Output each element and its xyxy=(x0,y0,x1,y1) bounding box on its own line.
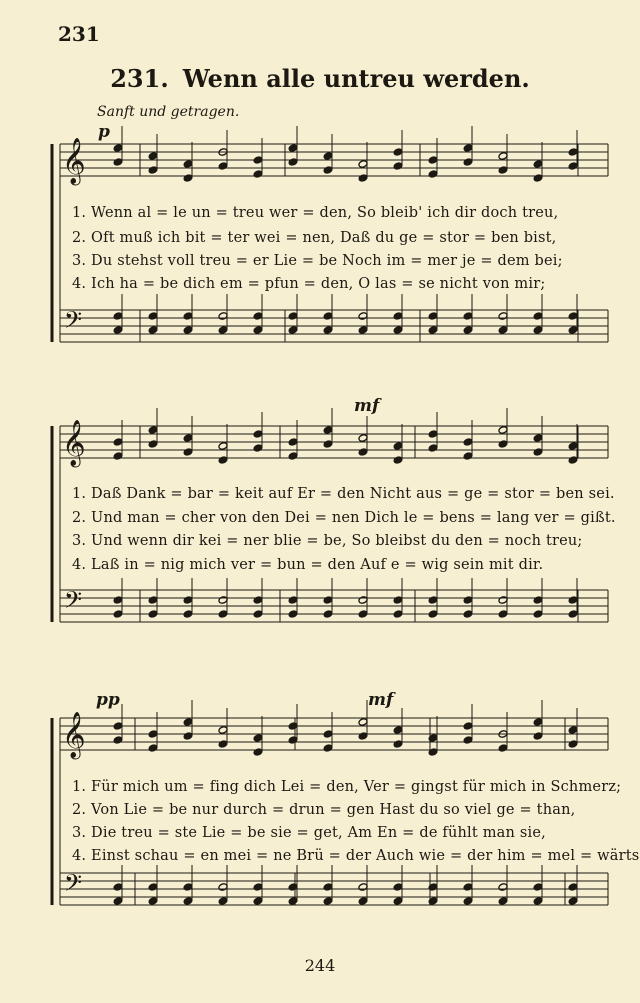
note-head xyxy=(218,883,228,892)
note-head xyxy=(393,596,403,605)
note-head xyxy=(358,596,368,605)
note-head xyxy=(288,883,298,892)
note-head xyxy=(428,326,438,335)
lyric-line: 2. Oft muß ich bit = ter wei = nen, Daß du ge = stor = ben bist, xyxy=(72,230,557,246)
note-head xyxy=(498,744,508,753)
corner-hymn-number: 231 xyxy=(58,22,100,46)
dynamic-mf-system3: mf xyxy=(368,690,394,710)
treble-clef-icon: 𝄞 xyxy=(62,420,86,466)
lyric-line: 1. Daß Dank = bar = keit auf Er = den Nicht aus = ge = stor = ben sei. xyxy=(72,486,615,502)
note-head xyxy=(288,736,298,745)
note-head xyxy=(183,596,193,605)
note-head xyxy=(323,730,333,739)
note-head xyxy=(148,610,158,619)
note-head xyxy=(323,883,333,892)
note-head xyxy=(253,156,263,165)
note-head xyxy=(498,440,508,449)
note-head xyxy=(288,452,298,461)
hymn-title-number: 231. xyxy=(110,64,169,93)
note-head xyxy=(113,438,123,447)
note-head xyxy=(148,312,158,321)
note-head xyxy=(113,897,123,906)
lyric-line: 4. Einst schau = en mei = ne Brü = der Auch wie = der him = mel = wärts xyxy=(72,848,640,864)
dynamic-p: p xyxy=(98,122,110,142)
note-head xyxy=(253,312,263,321)
note-head xyxy=(463,158,473,167)
note-head xyxy=(428,156,438,165)
note-head xyxy=(113,883,123,892)
note-head xyxy=(113,736,123,745)
note-head xyxy=(393,312,403,321)
note-head xyxy=(568,326,578,335)
note-head xyxy=(148,596,158,605)
note-head xyxy=(183,897,193,906)
note-head xyxy=(463,722,473,731)
note-head xyxy=(148,897,158,906)
treble-clef-icon: 𝄞 xyxy=(62,712,86,758)
tempo-marking: Sanft und getragen. xyxy=(97,104,240,120)
note-head xyxy=(463,897,473,906)
note-head xyxy=(393,897,403,906)
note-head xyxy=(113,312,123,321)
note-head xyxy=(393,456,403,465)
note-head xyxy=(183,326,193,335)
note-head xyxy=(148,730,158,739)
note-head xyxy=(288,722,298,731)
note-head xyxy=(183,160,193,169)
lyric-line: 3. Und wenn dir kei = ner blie = be, So bleibst du den = noch treu; xyxy=(72,533,583,549)
note-head xyxy=(498,897,508,906)
note-head xyxy=(323,326,333,335)
note-head xyxy=(253,610,263,619)
note-head xyxy=(323,897,333,906)
lyric-line: 4. Ich ha = be dich em = pfun = den, O las = se nicht von mir; xyxy=(72,276,546,292)
note-head xyxy=(533,160,543,169)
note-head xyxy=(288,897,298,906)
note-head xyxy=(288,438,298,447)
note-head xyxy=(148,883,158,892)
note-head xyxy=(183,174,193,183)
note-head xyxy=(498,883,508,892)
note-head xyxy=(253,430,263,439)
note-head xyxy=(393,883,403,892)
note-head xyxy=(568,456,578,465)
note-head xyxy=(183,732,193,741)
note-head xyxy=(358,883,368,892)
note-head xyxy=(323,610,333,619)
note-head xyxy=(393,726,403,735)
lyric-line: 1. Für mich um = fing dich Lei = den, Ver = gingst für mich in Schmerz; xyxy=(72,779,622,795)
note-head xyxy=(463,610,473,619)
bass-clef-icon: 𝄢 xyxy=(64,306,83,339)
note-head xyxy=(533,883,543,892)
bass-clef-icon: 𝄢 xyxy=(64,586,83,619)
note-head xyxy=(113,596,123,605)
note-head xyxy=(533,326,543,335)
note-head xyxy=(148,426,158,435)
note-head xyxy=(323,440,333,449)
note-head xyxy=(253,883,263,892)
note-head xyxy=(218,740,228,749)
note-head xyxy=(428,170,438,179)
note-head xyxy=(463,326,473,335)
note-head xyxy=(568,740,578,749)
note-head xyxy=(463,736,473,745)
note-head xyxy=(358,610,368,619)
lyric-line: 2. Von Lie = be nur durch = drun = gen Hast du so viel ge = than, xyxy=(72,802,576,818)
lyric-line: 3. Du stehst voll treu = er Lie = be Noch im = mer je = dem bei; xyxy=(72,253,563,269)
note-head xyxy=(183,448,193,457)
note-head xyxy=(428,430,438,439)
note-head xyxy=(393,610,403,619)
note-head xyxy=(393,442,403,451)
note-head xyxy=(358,732,368,741)
note-head xyxy=(358,718,368,727)
treble-clef-icon: 𝄞 xyxy=(62,138,86,184)
note-head xyxy=(183,434,193,443)
note-head xyxy=(568,883,578,892)
note-head xyxy=(498,596,508,605)
note-head xyxy=(393,162,403,171)
note-head xyxy=(218,326,228,335)
note-head xyxy=(533,596,543,605)
note-head xyxy=(498,152,508,161)
lyric-line: 4. Laß in = nig mich ver = bun = den Auf e = wig sein mit dir. xyxy=(72,557,544,573)
note-head xyxy=(358,448,368,457)
note-head xyxy=(463,144,473,153)
note-head xyxy=(463,452,473,461)
note-head xyxy=(113,452,123,461)
note-head xyxy=(288,326,298,335)
note-head xyxy=(253,596,263,605)
note-head xyxy=(358,312,368,321)
lyric-line: 3. Die treu = ste Lie = be sie = get, Am En = de fühlt man sie, xyxy=(72,825,546,841)
note-head xyxy=(358,897,368,906)
note-head xyxy=(568,148,578,157)
note-head xyxy=(113,722,123,731)
note-head xyxy=(393,326,403,335)
note-head xyxy=(568,162,578,171)
note-head xyxy=(183,883,193,892)
note-head xyxy=(323,596,333,605)
note-head xyxy=(568,312,578,321)
note-head xyxy=(253,444,263,453)
note-head xyxy=(568,726,578,735)
lyric-line: 2. Und man = cher von den Dei = nen Dich le = bens = lang ver = gißt. xyxy=(72,510,616,526)
note-head xyxy=(533,434,543,443)
dynamic-mf-system2: mf xyxy=(354,396,380,416)
note-head xyxy=(183,312,193,321)
note-head xyxy=(323,312,333,321)
note-head xyxy=(568,897,578,906)
note-head xyxy=(533,174,543,183)
note-head xyxy=(568,610,578,619)
note-head xyxy=(428,312,438,321)
note-head xyxy=(393,148,403,157)
note-head xyxy=(428,444,438,453)
note-head xyxy=(253,748,263,757)
note-head xyxy=(183,610,193,619)
note-head xyxy=(568,442,578,451)
note-head xyxy=(218,162,228,171)
note-head xyxy=(218,312,228,321)
note-head xyxy=(463,438,473,447)
note-head xyxy=(288,158,298,167)
note-head xyxy=(218,456,228,465)
note-head xyxy=(463,596,473,605)
note-head xyxy=(218,610,228,619)
note-head xyxy=(148,166,158,175)
note-head xyxy=(288,312,298,321)
hymn-title: Wenn alle untreu werden. xyxy=(182,64,530,93)
note-head xyxy=(498,326,508,335)
note-head xyxy=(393,740,403,749)
note-head xyxy=(533,732,543,741)
note-head xyxy=(533,897,543,906)
note-head xyxy=(428,596,438,605)
note-head xyxy=(463,312,473,321)
note-head xyxy=(323,152,333,161)
dynamic-pp: pp xyxy=(96,690,120,710)
lyric-line: 1. Wenn al = le un = treu wer = den, So bleib' ich dir doch treu, xyxy=(72,205,559,221)
bass-clef-icon: 𝄢 xyxy=(64,869,83,902)
note-head xyxy=(358,326,368,335)
note-head xyxy=(533,312,543,321)
note-head xyxy=(148,326,158,335)
note-head xyxy=(183,718,193,727)
note-head xyxy=(253,734,263,743)
note-head xyxy=(148,744,158,753)
page-number: 244 xyxy=(304,956,336,975)
note-head xyxy=(253,170,263,179)
note-head xyxy=(218,897,228,906)
note-head xyxy=(218,726,228,735)
note-head xyxy=(498,426,508,435)
note-head xyxy=(498,312,508,321)
note-head xyxy=(288,144,298,153)
note-head xyxy=(323,744,333,753)
note-head xyxy=(358,160,368,169)
note-head xyxy=(218,596,228,605)
note-head xyxy=(533,448,543,457)
note-head xyxy=(148,152,158,161)
note-head xyxy=(498,166,508,175)
note-head xyxy=(323,166,333,175)
note-head xyxy=(428,610,438,619)
note-head xyxy=(113,326,123,335)
note-head xyxy=(498,610,508,619)
note-head xyxy=(253,897,263,906)
note-head xyxy=(533,610,543,619)
note-head xyxy=(288,596,298,605)
note-head xyxy=(533,718,543,727)
note-head xyxy=(323,426,333,435)
note-head xyxy=(358,174,368,183)
note-head xyxy=(113,610,123,619)
note-head xyxy=(218,442,228,451)
note-head xyxy=(253,326,263,335)
note-head xyxy=(113,158,123,167)
note-head xyxy=(463,883,473,892)
note-head xyxy=(288,610,298,619)
note-head xyxy=(148,440,158,449)
note-head xyxy=(568,596,578,605)
note-head xyxy=(113,144,123,153)
note-head xyxy=(358,434,368,443)
